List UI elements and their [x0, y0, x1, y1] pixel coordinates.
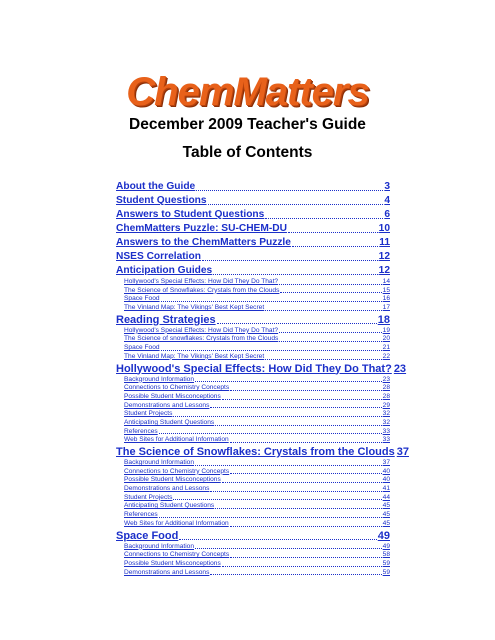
toc-subentry-link[interactable]: [116, 560, 390, 569]
table-of-contents: [116, 180, 409, 577]
toc-entry-link[interactable]: [116, 529, 390, 543]
toc-page-number: 40: [382, 476, 390, 484]
toc-entry-link[interactable]: [116, 313, 390, 327]
toc-entry-title: Demonstrations and Lessons: [124, 401, 210, 409]
toc-page-number: 23: [393, 362, 407, 375]
toc-entry-title: Answers to Student Questions: [116, 209, 265, 220]
toc-entry-link[interactable]: [116, 194, 390, 208]
toc-subentry-link[interactable]: [116, 304, 390, 313]
toc-subentry-link[interactable]: [116, 485, 390, 494]
toc-page-number: 29: [382, 401, 390, 409]
dot-leader: [179, 539, 376, 540]
toc-page-number: 59: [382, 559, 390, 567]
toc-subentry-link[interactable]: [116, 468, 390, 477]
toc-entry-title: Demonstrations and Lessons: [124, 485, 210, 493]
toc-subentry-link[interactable]: [116, 393, 390, 402]
toc-page-number: 45: [382, 511, 390, 519]
toc-page-number: 58: [382, 551, 390, 559]
toc-entry-title: Connections to Chemistry Concepts: [124, 551, 230, 559]
dot-leader: [222, 566, 382, 567]
toc-entry-title: The Science of snowflakes: Crystals from the Clouds: [124, 335, 279, 343]
toc-page-number: 32: [382, 418, 390, 426]
toc-entry-title: Space Food: [116, 529, 179, 542]
dot-leader: [161, 301, 382, 302]
toc-subentry-link[interactable]: [116, 511, 390, 520]
dot-leader: [210, 407, 381, 408]
dot-leader: [173, 416, 381, 417]
toc-subentry-link[interactable]: [116, 278, 390, 287]
toc-subentry-link[interactable]: [116, 287, 390, 296]
toc-page-number: 41: [382, 485, 390, 493]
toc-page-number: 22: [382, 352, 390, 360]
toc-page-number: 28: [382, 392, 390, 400]
dot-leader: [208, 204, 384, 205]
toc-entry-title: Possible Student Misconceptions: [124, 559, 221, 567]
toc-entry-title: Student Projects: [124, 410, 173, 418]
toc-page-number: 11: [379, 237, 390, 248]
toc-subentry-link[interactable]: [116, 327, 390, 336]
toc-entry-title: Anticipating Student Questions: [124, 418, 215, 426]
toc-subentry-link[interactable]: [116, 295, 390, 304]
toc-entry-link[interactable]: [116, 362, 407, 376]
toc-page-number: 4: [384, 195, 390, 206]
dot-leader: [161, 350, 382, 351]
toc-entry-title: Answers to the ChemMatters Puzzle: [116, 237, 291, 248]
dot-leader: [230, 390, 381, 391]
toc-page-number: 37: [396, 446, 409, 458]
toc-subentry-link[interactable]: [116, 376, 390, 385]
dot-leader: [210, 574, 381, 575]
toc-subentry-link[interactable]: [116, 402, 390, 411]
toc-entry-link[interactable]: [116, 180, 390, 194]
guide-title: December 2009 Teacher's Guide: [129, 116, 366, 133]
dot-leader: [265, 218, 383, 219]
toc-page-number: 59: [382, 568, 390, 576]
toc-subentry-link[interactable]: [116, 502, 390, 511]
dot-leader: [265, 310, 381, 311]
dot-leader: [202, 260, 378, 261]
dot-leader: [230, 526, 382, 527]
toc-entry-link[interactable]: [116, 250, 390, 264]
toc-page-number: 33: [382, 427, 390, 435]
chemmatters-logo: [0, 70, 495, 115]
toc-page-number: 17: [382, 304, 390, 312]
dot-leader: [215, 508, 381, 509]
toc-entry-link[interactable]: [116, 236, 390, 250]
toc-page-number: 6: [384, 209, 390, 220]
toc-entry-title: Background Information: [124, 542, 195, 550]
dot-leader: [279, 332, 382, 333]
toc-entry-title: Hollywood's Special Effects: How Did They Do That?: [124, 326, 279, 334]
toc-entry-link[interactable]: [116, 208, 390, 222]
dot-leader: [222, 399, 382, 400]
toc-subentry-link[interactable]: [116, 419, 390, 428]
dot-leader: [230, 442, 382, 443]
toc-entry-title: Hollywood's Special Effects: How Did They Do That?: [124, 278, 279, 285]
toc-entry-title: The Science of Snowflakes: Crystals from the Clouds: [124, 286, 280, 294]
dot-leader: [159, 517, 382, 518]
toc-page-number: 37: [382, 459, 390, 466]
toc-page-number: 40: [382, 467, 390, 475]
dot-leader: [195, 465, 382, 466]
toc-entry-title: Background Information: [124, 459, 195, 466]
toc-entry-title: NSES Correlation: [116, 251, 201, 262]
toc-entry-title: Connections to Chemistry Concepts: [124, 384, 230, 392]
toc-subentry-link[interactable]: [116, 494, 390, 503]
dot-leader: [222, 482, 382, 483]
toc-entry-title: Anticipating Student Questions: [124, 502, 215, 510]
toc-page-number: 10: [378, 223, 390, 234]
toc-subentry-link[interactable]: [116, 543, 390, 552]
toc-entry-title: Space Food: [124, 344, 160, 352]
dot-leader: [288, 232, 378, 233]
dot-leader: [195, 381, 382, 382]
toc-subentry-link[interactable]: [116, 344, 390, 353]
toc-page-number: 32: [382, 410, 390, 418]
toc-entry-title: Hollywood's Special Effects: How Did They Do That?: [116, 362, 392, 375]
dot-leader: [195, 548, 382, 549]
toc-entry-link[interactable]: [116, 222, 390, 236]
toc-entry-title: The Vinland Map: The Vikings' Best Kept Secret: [124, 352, 265, 360]
toc-page-number: 44: [382, 493, 390, 501]
toc-page-number: 3: [384, 181, 390, 192]
toc-entry-title: Connections to Chemistry Concepts: [124, 467, 230, 475]
toc-subentry-link[interactable]: [116, 436, 390, 445]
toc-entry-title: Student Projects: [124, 493, 173, 501]
toc-subentry-link[interactable]: [116, 551, 390, 560]
toc-entry-title: Anticipation Guides: [116, 265, 213, 276]
toc-subentry-link[interactable]: [116, 335, 390, 344]
toc-page-number: 14: [382, 278, 390, 285]
dot-leader: [217, 323, 377, 324]
toc-page-number: 28: [382, 384, 390, 392]
toc-subentry-link[interactable]: [116, 384, 390, 393]
dot-leader: [280, 292, 381, 293]
toc-entry-title: Demonstrations and Lessons: [124, 568, 210, 576]
toc-page-number: 23: [382, 375, 390, 383]
toc-subentry-link[interactable]: [116, 428, 390, 437]
toc-entry-title: References: [124, 427, 158, 435]
toc-entry-title: Web Sites for Additional Information: [124, 519, 229, 527]
toc-page-number: 45: [382, 519, 390, 527]
toc-page-number: 21: [382, 344, 390, 352]
toc-page-number: 16: [382, 295, 390, 303]
dot-leader: [159, 433, 382, 434]
dot-leader: [213, 274, 377, 275]
toc-entry-title: About the Guide: [116, 181, 196, 192]
toc-page-number: 15: [382, 286, 390, 294]
dot-leader: [230, 557, 381, 558]
toc-subentry-link[interactable]: [116, 459, 390, 468]
toc-page-number: 20: [382, 335, 390, 343]
toc-entry-link[interactable]: [116, 264, 390, 278]
dot-leader: [230, 473, 381, 474]
toc-page-number: 19: [382, 326, 390, 334]
dot-leader: [292, 246, 378, 247]
dot-leader: [279, 284, 382, 285]
toc-subentry-link[interactable]: [116, 353, 390, 362]
toc-entry-title: Web Sites for Additional Information: [124, 436, 229, 444]
toc-entry-title: The Science of Snowflakes: Crystals from the Clouds: [116, 446, 395, 458]
toc-page-number: 45: [382, 502, 390, 510]
toc-entry-title: ChemMatters Puzzle: SU-CHEM-DU: [116, 223, 287, 234]
toc-entry-title: Reading Strategies: [116, 313, 216, 326]
toc-title: Table of Contents: [182, 144, 313, 161]
toc-subentry-link[interactable]: [116, 476, 390, 485]
toc-page-number: 49: [377, 529, 390, 542]
toc-entry-title: Background Information: [124, 375, 195, 383]
dot-leader: [265, 359, 381, 360]
toc-entry-title: Possible Student Misconceptions: [124, 392, 221, 400]
toc-subentry-link[interactable]: [116, 569, 390, 578]
toc-subentry-link[interactable]: [116, 410, 390, 419]
toc-entry-link[interactable]: [116, 445, 409, 459]
toc-entry-title: References: [124, 511, 158, 519]
dot-leader: [196, 190, 383, 191]
toc-entry-title: Space Food: [124, 295, 160, 303]
dot-leader: [173, 499, 381, 500]
toc-page-number: 18: [377, 313, 390, 326]
logo-text-matters: Matters: [233, 70, 369, 114]
dot-leader: [215, 425, 381, 426]
toc-entry-title: The Vinland Map: The Vikings' Best Kept Secret: [124, 304, 265, 312]
logo-text-chem: Chem: [126, 70, 234, 114]
dot-leader: [279, 341, 381, 342]
toc-page-number: 33: [382, 436, 390, 444]
toc-page-number: 12: [378, 265, 390, 276]
toc-entry-title: Student Questions: [116, 195, 207, 206]
dot-leader: [210, 491, 381, 492]
toc-subentry-link[interactable]: [116, 520, 390, 529]
toc-page-number: 12: [378, 251, 390, 262]
toc-page-number: 49: [382, 542, 390, 550]
toc-entry-title: Possible Student Misconceptions: [124, 476, 221, 484]
